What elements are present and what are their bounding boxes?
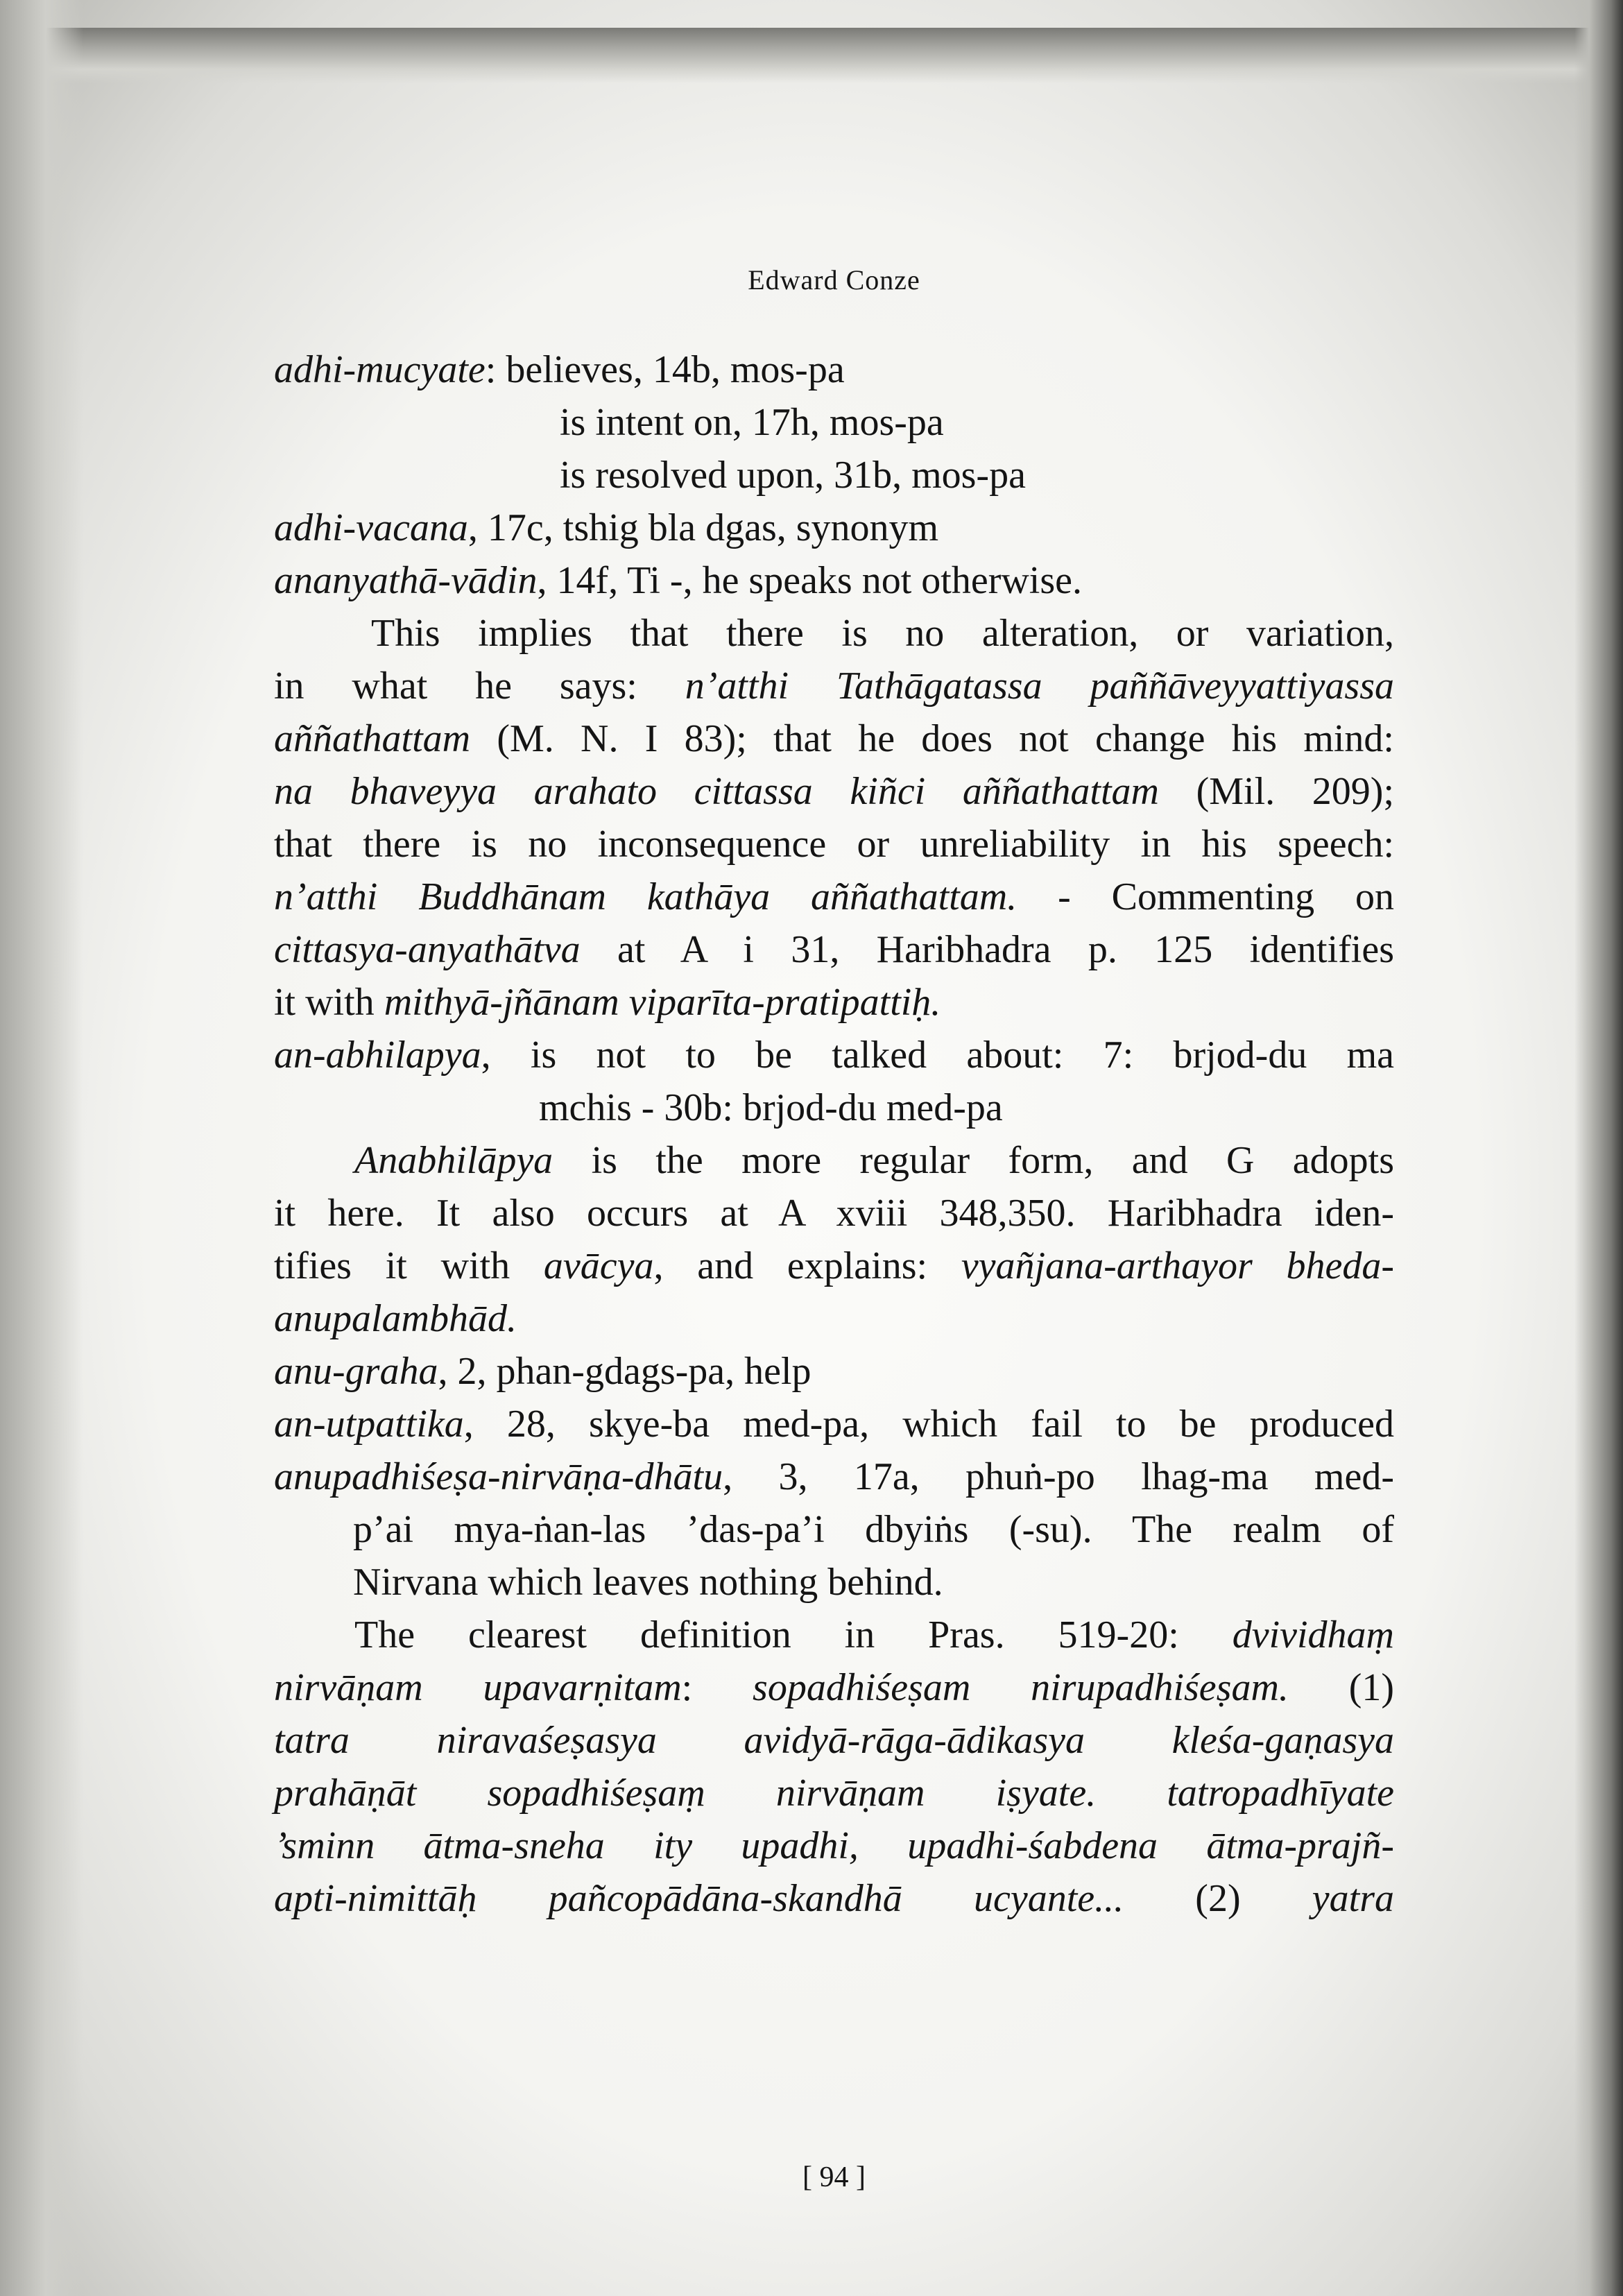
sense-line: is resolved upon, 31b, mos-pa xyxy=(560,454,1026,497)
text-line: cittasya-anyathātva at A i 31, Haribhadra p. 125 identifies xyxy=(274,928,1394,971)
text-line: aññathattam (M. N. I 83); that he does not change his mind: xyxy=(274,717,1394,760)
page-body xyxy=(274,264,1395,2193)
sense-line: is intent on, 17h, mos-pa xyxy=(560,401,944,444)
text-line: it with mithyā-jñānam viparīta-pratipattiḥ. xyxy=(274,981,941,1024)
text-line: prahāṇāt sopadhiśeṣaṃ nirvāṇam iṣyate. tatropadhīyate xyxy=(274,1772,1394,1815)
text-line: tifies it with avācya, and explains: vyañjana-arthayor bheda- xyxy=(274,1244,1394,1287)
text-line: in what he says: n’atthi Tathāgatassa paññāveyyattiyassa xyxy=(274,665,1394,708)
text-line: apti-nimittāḥ pañcopādāna-skandhā ucyante... (2) yatra xyxy=(274,1877,1395,1920)
text-line: nirvāṇam upavarṇitam: sopadhiśeṣam nirupadhiśeṣam. (1) xyxy=(274,1666,1394,1709)
page-number: [ 94 ] xyxy=(802,2161,866,2193)
text-line: n’atthi Buddhānam kathāya aññathattam. - Commenting on xyxy=(274,875,1395,918)
entry-anu-graha: anu-graha, 2, phan-gdags-pa, help xyxy=(274,1350,812,1393)
headword: adhi-mucyate xyxy=(274,348,486,391)
running-title: Edward Conze xyxy=(748,264,920,295)
text-line: This implies that there is no alteration, or variation, xyxy=(371,612,1394,655)
sense-line: mchis - 30b: brjod-du med-pa xyxy=(539,1086,1003,1129)
entry-ananyatha-vadin: ananyathā-vādin, 14f, Ti -, he speaks not otherwise. xyxy=(274,559,1082,602)
text-line: Anabhilāpya is the more regular form, and G adopts xyxy=(354,1139,1394,1182)
text-line: tatra niravaśeṣasya avidyā-rāga-ādikasya kleśa-gaṇasya xyxy=(274,1719,1394,1762)
entry-an-abhilapya: an-abhilapya, is not to be talked about: 7: brjod-du ma xyxy=(274,1034,1394,1077)
text-line: that there is no inconsequence or unreliability in his speech: xyxy=(274,823,1394,866)
entry-adhi-vacana: adhi-vacana, 17c, tshig bla dgas, synonym xyxy=(274,506,939,549)
text-line: it here. It also occurs at A xviii 348,350. Haribhadra iden- xyxy=(274,1192,1394,1235)
entry-an-utpattika: an-utpattika, 28, skye-ba med-pa, which fail to be produced xyxy=(274,1403,1394,1446)
text-line: ’sminn ātma-sneha ity upadhi, upadhi-śabdena ātma-prajñ- xyxy=(274,1824,1394,1867)
text-line: na bhaveyya arahato cittassa kiñci aññathattam (Mil. 209); xyxy=(274,770,1395,813)
text-line: anupalambhād. xyxy=(274,1297,517,1340)
sense-line: Nirvana which leaves nothing behind. xyxy=(353,1561,943,1604)
entry-anupadhisesa: anupadhiśeṣa-nirvāṇa-dhātu, 3, 17a, phuṅ-po lhag-ma med- xyxy=(274,1455,1394,1498)
scan-top-shadow xyxy=(42,28,1609,83)
sense-line: p’ai mya-ṅan-las ’das-pa’i dbyiṅs (-su). The realm of xyxy=(353,1508,1394,1551)
text-line: The clearest definition in Pras. 519-20: dvividhaṃ xyxy=(354,1613,1394,1656)
entry-adhi-mucyate: adhi-mucyate: believes, 14b, mos-pa xyxy=(274,348,845,391)
scan-right-shadow xyxy=(1574,0,1623,2296)
scan-left-shadow xyxy=(0,0,83,2296)
